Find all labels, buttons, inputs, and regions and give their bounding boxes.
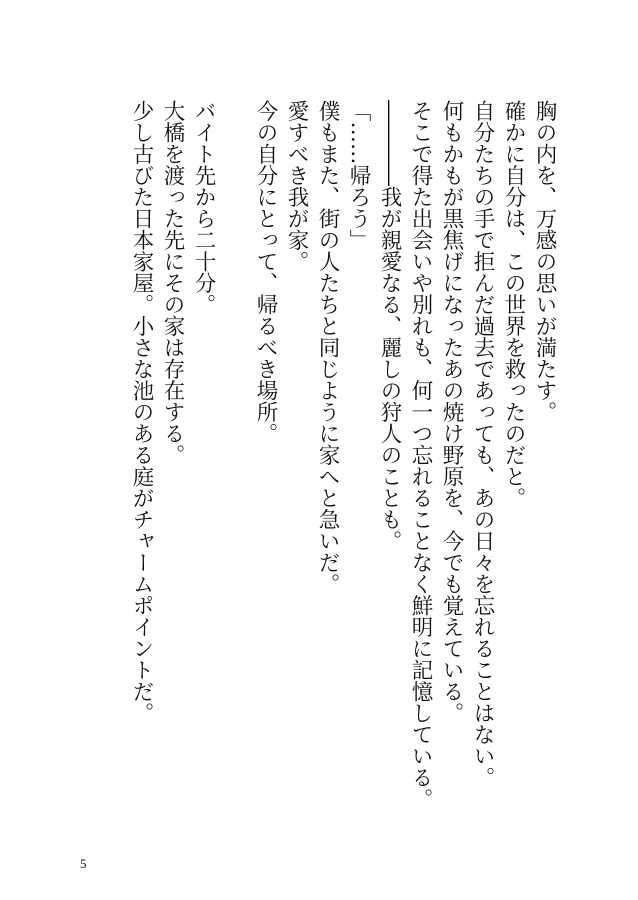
text-line: 何もかもが黒焦げになったあの焼け野原を、今でも覚えている。 — [439, 100, 464, 724]
text-line: 大橋を渡った先にその家は存在する。 — [160, 100, 185, 466]
vertical-text-body — [80, 100, 560, 810]
text-line: ――――我が親愛なる、麗しの狩人のことも。 — [377, 100, 402, 552]
page-number: 5 — [80, 856, 87, 871]
text-line: バイト先から二十分。 — [191, 100, 216, 315]
text-line: 「……帰ろう」 — [346, 100, 371, 251]
text-line: 愛すべき我が家。 — [284, 100, 309, 272]
text-line: 今の自分にとって、帰るべき場所。 — [253, 100, 278, 444]
text-line: 胸の内を、万感の思いが満たす。 — [532, 100, 557, 423]
text-line: 僕もまた、街の人たちと同じように家へと急いだ。 — [315, 100, 340, 595]
text-line: 確かに自分は、この世界を救ったのだと。 — [501, 100, 526, 509]
text-line: そこで得た出会いや別れも、何一つ忘れることなく鮮明に記憶している。 — [408, 100, 433, 810]
text-line: 自分たちの手で拒んだ過去であっても、あの日々を忘れることはない。 — [470, 100, 495, 788]
paragraph-spacer — [219, 100, 250, 800]
text-line: 少し古びた日本家屋。小さな池のある庭がチャームポイントだ。 — [129, 100, 154, 724]
